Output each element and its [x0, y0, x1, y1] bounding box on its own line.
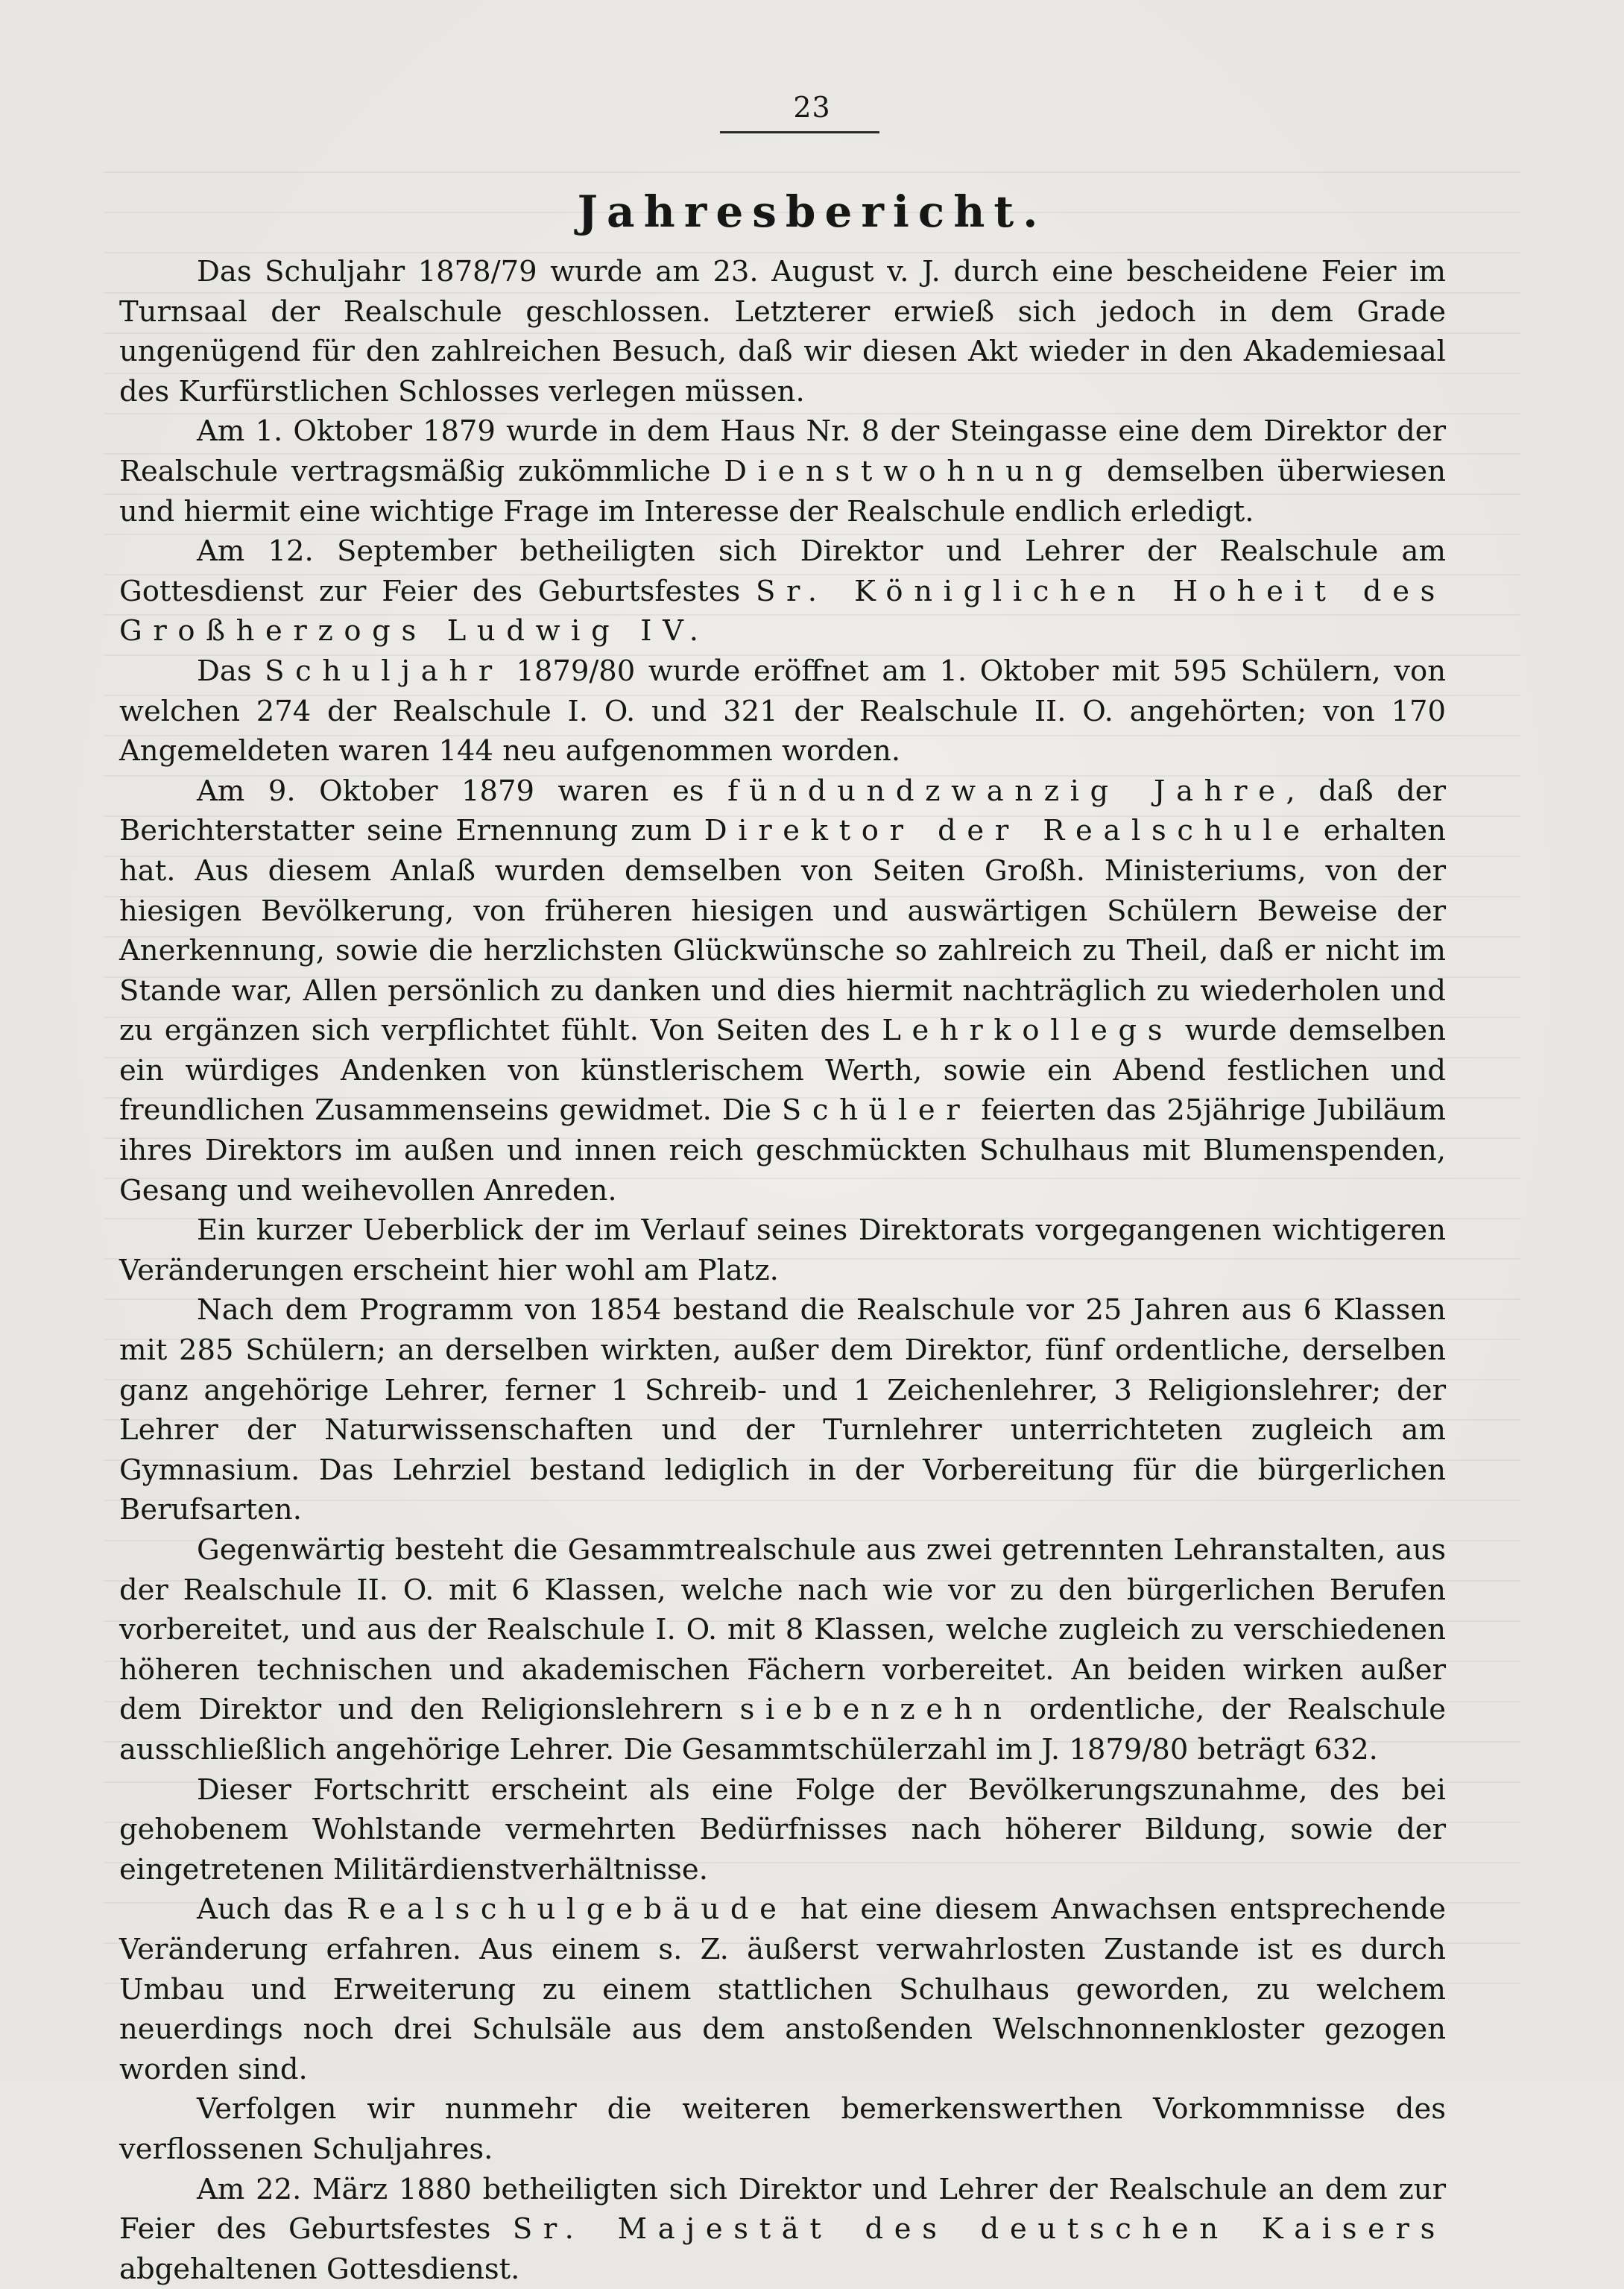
- paragraph-12: [119, 2170, 1446, 2289]
- page-number: 23: [0, 91, 1624, 124]
- paragraph-text: Ein kurzer Ueberblick der im Verlauf seines Direktorats vorgegangenen wichtigeren Veränderungen erscheint hier wohl am Platz.: [119, 1213, 1446, 1287]
- paragraph-text: 1879/80 wurde eröffnet am 1. Oktober mit 595 Schülern, von welchen 274 der Realschule I. O. und 321 der Realschule II. O. angehörten; von 170 Angemeldeten waren 144 neu aufgenommen worden.: [119, 654, 1446, 768]
- paragraph-text: Nach dem Programm von 1854 bestand die Realschule vor 25 Jahren aus 6 Klassen mit 285 Schülern; an derselben wirkten, außer dem Direktor, fünf ordentliche, derselben ganz angehörige Lehrer, ferner 1 Schreib- und 1 Zeichenlehrer, 3 Religionslehrer; der Lehrer der Naturwissenschaften und der Turnlehrer unterrichteten zugleich am Gymnasium. Das Lehrziel bestand lediglich in der Vorbereitung für die bürgerlichen Berufsarten.: [119, 1293, 1446, 1526]
- paragraph-text: Gegenwärtig besteht die Gesammtrealschule aus zwei getrennten Lehranstalten, aus der Realschule II. O. mit 6 Klassen, welche nach wie vor zu den bürgerlichen Berufen vorbereitet, und aus der Realschule I. O. mit 8 Klassen, welche zugleich zu verschiedenen höheren technischen und akademischen Fächern vorbereitet. An beiden wirken außer dem Direktor und den Religionslehrern: [119, 1533, 1446, 1726]
- emphasized-text: Sr. Majestät des deutschen Kaisers: [513, 2212, 1446, 2246]
- paragraph-text: Das: [197, 654, 265, 688]
- emphasized-text: Realschulgebäude: [347, 1892, 788, 1926]
- emphasized-text: fündundzwanzig Jahre: [727, 774, 1286, 808]
- emphasized-text: siebenzehn: [740, 1693, 1013, 1726]
- emphasized-text: Schuljahr: [265, 654, 503, 688]
- paragraph-text: abgehaltenen Gottesdienst.: [119, 2252, 519, 2286]
- paragraph-6: [119, 1210, 1446, 1290]
- paragraph-1: [119, 252, 1446, 411]
- emphasized-text: Dienstwohnung: [724, 455, 1093, 488]
- paragraph-text: wurde demselben ein würdiges Andenken von künstlerischem Werth, sowie ein Abend festlichen und freundlichen Zusammenseins gewidmet. Die: [119, 1014, 1446, 1127]
- paragraph-text: , daß der Berichterstatter seine Ernennung zum: [119, 774, 1446, 848]
- paragraph-text: ordentliche, der Realschule ausschließlich angehörige Lehrer. Die Gesammtschülerzahl im J. 1879/80 beträgt 632.: [119, 1693, 1446, 1767]
- emphasized-text: Lehrkollegs: [882, 1014, 1173, 1047]
- paragraph-3: [119, 531, 1446, 651]
- paragraph-8: [119, 1530, 1446, 1770]
- paragraph-10: [119, 1889, 1446, 2089]
- emphasized-text: Sr. Königlichen Hoheit des Großherzogs Ludwig IV.: [119, 575, 1446, 648]
- paragraph-text: Dieser Fortschritt erscheint als eine Folge der Bevölkerungszunahme, des bei gehobenem Wohlstande vermehrten Bedürfnisses nach höherer Bildung, sowie der eingetretenen Militärdienstverhältnisse.: [119, 1773, 1446, 1887]
- emphasized-text: Schüler: [782, 1093, 970, 1127]
- paragraph-5: [119, 771, 1446, 1211]
- paragraph-4: [119, 651, 1446, 771]
- paragraph-2: [119, 411, 1446, 531]
- paragraph-text: hat eine diesem Anwachsen entsprechende Veränderung erfahren. Aus einem s. Z. äußerst verwahrlosten Zustande ist es durch Umbau und Erweiterung zu einem stattlichen Schulhaus geworden, zu welchem neuerdings noch drei Schulsäle aus dem anstoßenden Welschnonnenkloster gezogen worden sind.: [119, 1892, 1446, 2086]
- section-title: Jahresbericht.: [0, 186, 1624, 237]
- paragraph-text: Das Schuljahr 1878/79 wurde am 23. August v. J. durch eine bescheidene Feier im Turnsaal der Realschule geschlossen. Letzterer erwieß sich jedoch in dem Grade ungenügend für den zahlreichen Besuch, daß wir diesen Akt wieder in den Akademiesaal des Kurfürstlichen Schlosses verlegen müssen.: [119, 255, 1446, 408]
- paragraph-text: erhalten hat. Aus diesem Anlaß wurden demselben von Seiten Großh. Ministeriums, von der hiesigen Bevölkerung, von früheren hiesigen und auswärtigen Schülern Beweise der Anerkennung, sowie die herzlichsten Glückwünsche so zahlreich zu Theil, daß er nicht im Stande war, Allen persönlich zu danken und dies hiermit nachträglich zu wiederholen und zu ergänzen sich verpflichtet fühlt. Von Seiten des: [119, 814, 1446, 1047]
- page-number-rule: [720, 131, 879, 133]
- paragraph-text: Am 22. März 1880 betheiligten sich Direktor und Lehrer der Realschule an dem zur Feier des Geburtsfestes: [119, 2173, 1446, 2247]
- paragraph-text: Auch das: [197, 1892, 347, 1926]
- paragraph-11: [119, 2089, 1446, 2169]
- paragraph-9: [119, 1770, 1446, 1890]
- emphasized-text: Direktor der Realschule: [704, 814, 1311, 847]
- paragraph-text: Am 1. Oktober 1879 wurde in dem Haus Nr. 8 der Steingasse eine dem Direktor der Realschule vertragsmäßig zukömmliche: [119, 414, 1446, 488]
- paragraph-text: feierten das 25jährige Jubiläum ihres Direktors im außen und innen reich geschmückten Schulhaus mit Blumenspenden, Gesang und weihevollen Anreden.: [119, 1093, 1446, 1207]
- paragraph-text: demselben überwiesen und hiermit eine wichtige Frage im Interesse der Realschule endlich erledigt.: [119, 455, 1446, 528]
- paragraph-text: Verfolgen wir nunmehr die weiteren bemerkenswerthen Vorkommnisse des verflossenen Schuljahres.: [119, 2092, 1446, 2166]
- paragraph-text: Am 12. September betheiligten sich Direktor und Lehrer der Realschule am Gottesdienst zur Feier des Geburtsfestes: [119, 534, 1446, 608]
- paragraph-7: [119, 1290, 1446, 1530]
- paragraph-text: Am 9. Oktober 1879 waren es: [197, 774, 727, 808]
- report-body: [119, 252, 1446, 2289]
